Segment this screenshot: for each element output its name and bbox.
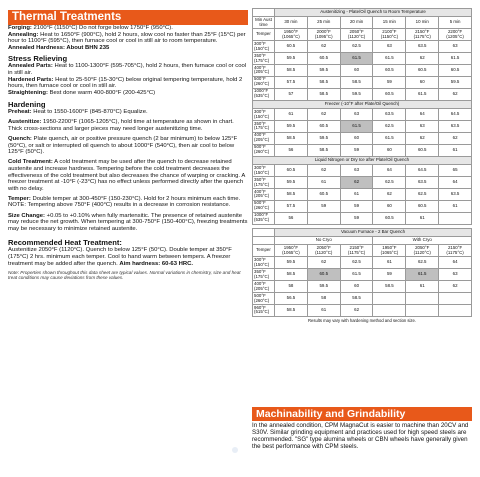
table-row — [253, 156, 472, 164]
table-row — [253, 188, 472, 200]
hardness-cell: 59 — [307, 200, 340, 212]
preheat-text: Preheat: Heat to 1550-1600°F (845-870°C) Equalize. — [8, 109, 148, 116]
aust-temp-header: 2150°F (1175°C) — [340, 245, 373, 257]
table-title: Vacuum Furnace - 2 Bar Quench — [275, 228, 472, 236]
temper-temp-cell: 350°F (175°C) — [253, 121, 275, 133]
table-row — [253, 269, 472, 281]
machinability-section — [252, 407, 472, 450]
hardness-cell: 56.5 — [275, 293, 308, 305]
hardness-cell: 62.5 — [406, 257, 439, 269]
table-row — [253, 304, 472, 316]
hardness-cell: 60.5 — [406, 144, 439, 156]
hardness-cell — [307, 212, 340, 224]
hardness-cell: 64.5 — [439, 109, 472, 121]
temper-temp-cell: 400°F (205°C) — [253, 132, 275, 144]
table-row — [253, 76, 472, 88]
temper-temp-cell: 300°F (150°C) — [253, 165, 275, 177]
hardness-cell: 62 — [439, 132, 472, 144]
hardness-cell: 58.5 — [275, 132, 308, 144]
machinability-heading: Machinability and Grindability — [252, 407, 472, 421]
hardness-cell: 61.5 — [439, 53, 472, 65]
hardness-cell: 59.5 — [275, 53, 308, 65]
recommended-text: Austenitize 2050°F (1120°C). Quench to below 125°F (50°C). Double temper at 350°F (175°C) 2 hrs. minimum each temper. Cool to hand warm between tempers. A freezer treatment may be added after the quench. Aim hardness: 60-63 HRC. — [8, 247, 232, 267]
hardness-cell: 62 — [406, 53, 439, 65]
hardening-heading: Hardening — [8, 100, 46, 110]
hardness-cell — [439, 304, 472, 316]
table-row — [253, 9, 472, 17]
hardness-cell: 61.5 — [340, 121, 373, 133]
hardness-cell: 60.5 — [406, 65, 439, 77]
hardness-cell: 59.5 — [307, 281, 340, 293]
section-title: Liquid Nitrogen or Dry Ice after Plate/Oil Quench — [253, 156, 472, 164]
time-header: 15 min — [373, 17, 406, 29]
hardness-cell: 62.5 — [340, 257, 373, 269]
hardness-cell — [406, 293, 439, 305]
hardness-cell: 60.5 — [307, 53, 340, 65]
hardness-cell: 58 — [307, 293, 340, 305]
hardened-parts-text: Hardened Parts: Heat to 25-50°F (15-30°C) below original tempering temperature, hold 2 hours, then furnace cool or cool in still air. — [8, 76, 243, 90]
hardness-cell: 57 — [275, 88, 308, 100]
table-row — [253, 144, 472, 156]
hardness-cell: 63.5 — [439, 121, 472, 133]
temper-temp-cell: 300°F (150°C) — [253, 41, 275, 53]
temper-temp-cell: 960°F (515°C) — [253, 304, 275, 316]
min-aust-time-label: Min Aust time — [253, 17, 275, 29]
hardness-cell: 56 — [275, 144, 308, 156]
annealed-parts-text: Annealed Parts: Heat to 1100-1300°F (595-705°C), hold 2 hours, then furnace cool or cool in still air. — [8, 63, 247, 76]
temper-header: Temper — [253, 245, 275, 257]
temper-temp-cell: 350°F (175°C) — [253, 177, 275, 189]
hardness-cell: 62.5 — [373, 177, 406, 189]
aust-temp-header: 2100°F (1150°C) — [373, 29, 406, 41]
table-row — [253, 29, 472, 41]
hardness-cell: 59 — [340, 200, 373, 212]
hardness-cell: 60 — [406, 76, 439, 88]
recommended-heat-treatment-heading: Recommended Heat Treatment: — [8, 238, 122, 248]
aust-temp-header: 2000°F (1095°C) — [307, 29, 340, 41]
table-title: Austenitizing - Plate/Oil Quench to Room Temperature — [275, 9, 472, 17]
hardness-cell: 63 — [340, 165, 373, 177]
hardness-cell: 58.5 — [373, 281, 406, 293]
machinability-text: In the annealed condition, CPM MagnaCut is easier to machine than 20CV and S30V. Similar grinding equipment and practices used for high speed steels are recommended. "SG" type alumina wheels or CBN wheels have generally given the best performance with CPM steels. — [252, 422, 469, 451]
hardness-cell — [439, 212, 472, 224]
hardness-cell: 62.5 — [406, 188, 439, 200]
table-footnote: Results may vary with hardening method and section size. — [308, 317, 416, 323]
hardness-cell: 63 — [439, 269, 472, 281]
hardness-cell: 60.5 — [439, 65, 472, 77]
hardness-cell: 58.5 — [275, 65, 308, 77]
hardness-cell: 59 — [340, 144, 373, 156]
temper-temp-cell: 300°F (150°C) — [253, 257, 275, 269]
cold-treatment-text: Cold Treatment: A cold treatment may be used after the quench to decrease retained austenite and increase hardness. Tempering before the cold treatment decreases the effectiveness of the cold treatment but also decreases the chance of warping or cracking. A freezer treatment at -10°F (-23°C) has no effect unless performed directly after the quench with no delay. — [8, 159, 245, 192]
hardness-cell: 62 — [439, 88, 472, 100]
hardness-cell: 60.5 — [307, 188, 340, 200]
table-row — [253, 228, 472, 236]
vacuum-furnace-table — [252, 228, 472, 317]
hardness-cell: 62 — [307, 109, 340, 121]
hardness-cell: 59 — [373, 76, 406, 88]
hardness-cell: 61.5 — [373, 132, 406, 144]
aust-temp-header: 2200°F (1205°C) — [439, 29, 472, 41]
hardness-cell: 61 — [439, 144, 472, 156]
aust-temp-header: 2150°F (1175°C) — [439, 245, 472, 257]
temper-temp-cell: 350°F (175°C) — [253, 53, 275, 65]
hardness-cell: 59 — [340, 212, 373, 224]
straightening-text: Straightening: Best done warm 400-800°F (200-425°C) — [8, 89, 156, 96]
hardness-cell: 61 — [373, 257, 406, 269]
hardness-cell: 62 — [307, 41, 340, 53]
temper-temp-cell: 500°F (260°C) — [253, 144, 275, 156]
hardness-cell: 60.5 — [275, 41, 308, 53]
hardness-cell — [439, 293, 472, 305]
hardness-cell: 58.5 — [340, 293, 373, 305]
hardness-cell: 63.5 — [406, 41, 439, 53]
table-row — [253, 53, 472, 65]
hardness-cell: 64 — [406, 109, 439, 121]
hardness-cell: 63.5 — [406, 177, 439, 189]
hardness-cell: 57.5 — [275, 200, 308, 212]
hardness-cell: 60.5 — [373, 65, 406, 77]
hardness-cell: 60 — [340, 281, 373, 293]
annealing-text: Annealing: Heat to 1650°F (900°C), hold 2 hours, slow cool no faster than 25°F (15°C) per hour to 1100°F (595°C), then furnace cool or cool in still air to room temperature. — [8, 31, 246, 45]
table-row — [253, 100, 472, 108]
hardness-cell: 59.5 — [307, 132, 340, 144]
hardness-cell: 61 — [307, 177, 340, 189]
stress-relieving-heading: Stress Relieving — [8, 54, 68, 64]
hardness-cell: 57.5 — [275, 76, 308, 88]
hardness-cell: 62 — [340, 304, 373, 316]
hardness-cell: 60 — [373, 144, 406, 156]
temper-temp-cell: 350°F (175°C) — [253, 269, 275, 281]
no-cryo-header: No Cryo — [275, 237, 373, 245]
aust-temp-header: 1950°F (1065°C) — [275, 245, 308, 257]
hardness-cell: 59 — [373, 269, 406, 281]
austenitize-text: Austenitize: 1950-2200°F (1065-1205°C), hold time at temperature as shown in chart. Thick cross-sections and larger pieces may need longer austenitizing time. — [8, 119, 234, 133]
hardness-cell: 56 — [275, 212, 308, 224]
hardness-cell: 58.5 — [307, 88, 340, 100]
size-change-text: Size Change: +0.05 to +0.10% when fully martensitic. The presence of retained austenite may reduce the net growth. When tempering at 300-750°F (150-400°C), freezing treatments may be necessary to minimize retained austenite. — [8, 212, 248, 232]
hardness-cell: 63 — [340, 109, 373, 121]
hardness-cell: 62 — [373, 188, 406, 200]
hardness-cell: 63 — [373, 41, 406, 53]
temper-temp-cell: 1000°F (535°C) — [253, 212, 275, 224]
time-header: 20 min — [340, 17, 373, 29]
temper-temp-cell: 300°F (150°C) — [253, 109, 275, 121]
time-header: 5 min — [439, 17, 472, 29]
aust-temp-header: 2150°F (1175°C) — [406, 29, 439, 41]
hardness-tables — [252, 8, 472, 323]
table-row — [253, 121, 472, 133]
hardness-cell: 64 — [373, 165, 406, 177]
temper-temp-cell: 400°F (205°C) — [253, 65, 275, 77]
hardness-cell: 64.5 — [406, 165, 439, 177]
table-row — [253, 200, 472, 212]
hardness-cell — [406, 304, 439, 316]
temper-temp-cell: 500°F (260°C) — [253, 76, 275, 88]
hardness-cell: 64 — [439, 177, 472, 189]
annealed-hardness: Annealed Hardness: About BHN 235 — [8, 44, 110, 51]
hardness-cell — [373, 304, 406, 316]
hardness-cell: 58.5 — [340, 76, 373, 88]
hardness-cell: 61 — [307, 304, 340, 316]
hardness-cell: 62 — [439, 281, 472, 293]
table-row — [253, 212, 472, 224]
aust-temp-header: 1950°F (1065°C) — [373, 245, 406, 257]
hardness-cell: 62 — [406, 132, 439, 144]
time-header: 10 min — [406, 17, 439, 29]
table-row — [253, 132, 472, 144]
aust-temp-header: 2050°F (1120°C) — [307, 245, 340, 257]
temper-note: NOTE: Tempering above 750°F (400°C) results in a decrease in corrosion resistance. — [8, 202, 231, 209]
hardness-cell: 60.5 — [275, 165, 308, 177]
temper-temp-cell: 500°F (260°C) — [253, 200, 275, 212]
austenitizing-table — [252, 8, 472, 225]
thermal-treatments-heading: Thermal Treatments — [8, 10, 248, 25]
hardness-cell: 62 — [340, 177, 373, 189]
hardness-cell: 58 — [275, 281, 308, 293]
quench-text: Quench: Plate quench, air or positive pressure quench (2 bar minimum) to below 125°F (50°C), or salt or interrupted oil quench to about 1000°F (540°C), then air cool to below 125°F (50°C). — [8, 136, 238, 156]
temper-text: Temper: Double temper at 300-450°F (150-230°C). Hold for 2 hours minimum each time. — [8, 195, 241, 202]
table-row — [253, 237, 472, 245]
temper-temp-cell: 400°F (205°C) — [253, 281, 275, 293]
hardness-cell: 60 — [340, 65, 373, 77]
hardness-cell: 59.5 — [439, 76, 472, 88]
hardness-cell: 65 — [439, 165, 472, 177]
table-row — [253, 257, 472, 269]
hardness-cell: 58.5 — [307, 76, 340, 88]
page-marker — [232, 447, 238, 453]
table-row — [253, 65, 472, 77]
hardness-cell: 62 — [307, 165, 340, 177]
hardness-cell: 59.5 — [307, 65, 340, 77]
hardness-cell — [373, 293, 406, 305]
hardness-cell: 60 — [340, 132, 373, 144]
hardness-cell: 60 — [373, 200, 406, 212]
table-row — [253, 281, 472, 293]
hardness-cell: 61.5 — [340, 269, 373, 281]
hardness-cell: 60.5 — [307, 121, 340, 133]
section-title: Freezer (-10°F after Plate/Oil Quench) — [253, 100, 472, 108]
hardness-cell: 64 — [439, 257, 472, 269]
hardness-cell: 61.5 — [373, 53, 406, 65]
forging-text: Forging: 2100°F (1150°C) Do not forge below 1750°F (950°C). — [8, 25, 173, 31]
table-row — [253, 177, 472, 189]
table-row — [253, 17, 472, 29]
hardness-cell: 61.5 — [406, 269, 439, 281]
hardness-cell: 58.5 — [275, 304, 308, 316]
hardness-cell: 58.5 — [275, 188, 308, 200]
hardness-cell: 60.5 — [307, 269, 340, 281]
aust-temp-header: 2050°F (1120°C) — [340, 29, 373, 41]
hardness-cell: 61 — [406, 281, 439, 293]
hardness-cell: 62.5 — [340, 41, 373, 53]
hardness-cell: 61 — [406, 212, 439, 224]
hardness-cell: 59.5 — [275, 121, 308, 133]
table-row — [253, 245, 472, 257]
hardness-cell: 59.5 — [275, 177, 308, 189]
with-cryo-header: With Cryo — [373, 237, 472, 245]
aust-temp-header: 2050°F (1120°C) — [406, 245, 439, 257]
time-header: 25 min — [307, 17, 340, 29]
hardness-cell: 61 — [340, 188, 373, 200]
table-row — [253, 41, 472, 53]
hardness-cell: 59.5 — [340, 88, 373, 100]
hardness-cell: 60.5 — [373, 212, 406, 224]
time-header: 30 min — [275, 17, 308, 29]
table-row — [253, 293, 472, 305]
properties-note: Note: Properties shown throughout this data sheet are typical values. Normal variations in chemistry, size and heat treat conditions may cause deviations from these values. — [8, 270, 241, 281]
hardness-cell: 62.5 — [373, 121, 406, 133]
hardness-cell: 63.5 — [439, 188, 472, 200]
hardness-cell: 61.5 — [340, 53, 373, 65]
table-row — [253, 165, 472, 177]
temper-temp-cell: 500°F (260°C) — [253, 293, 275, 305]
hardness-cell: 61.5 — [406, 88, 439, 100]
hardness-cell: 58.5 — [275, 269, 308, 281]
temper-temp-cell: 1000°F (535°C) — [253, 88, 275, 100]
hardness-cell: 62 — [307, 257, 340, 269]
aust-temp-header: 1950°F (1065°C) — [275, 29, 308, 41]
hardness-cell: 63.5 — [373, 109, 406, 121]
hardness-cell: 58.5 — [307, 144, 340, 156]
hardness-cell: 63 — [439, 41, 472, 53]
hardness-cell: 59.5 — [275, 257, 308, 269]
temper-header: Temper — [253, 29, 275, 41]
hardness-cell: 61 — [275, 109, 308, 121]
temper-temp-cell: 400°F (205°C) — [253, 188, 275, 200]
table-row — [253, 109, 472, 121]
thermal-column — [8, 10, 248, 285]
hardness-cell: 63 — [406, 121, 439, 133]
hardness-cell: 60.5 — [373, 88, 406, 100]
table-row — [253, 88, 472, 100]
hardness-cell: 61 — [439, 200, 472, 212]
hardness-cell: 60.5 — [406, 200, 439, 212]
